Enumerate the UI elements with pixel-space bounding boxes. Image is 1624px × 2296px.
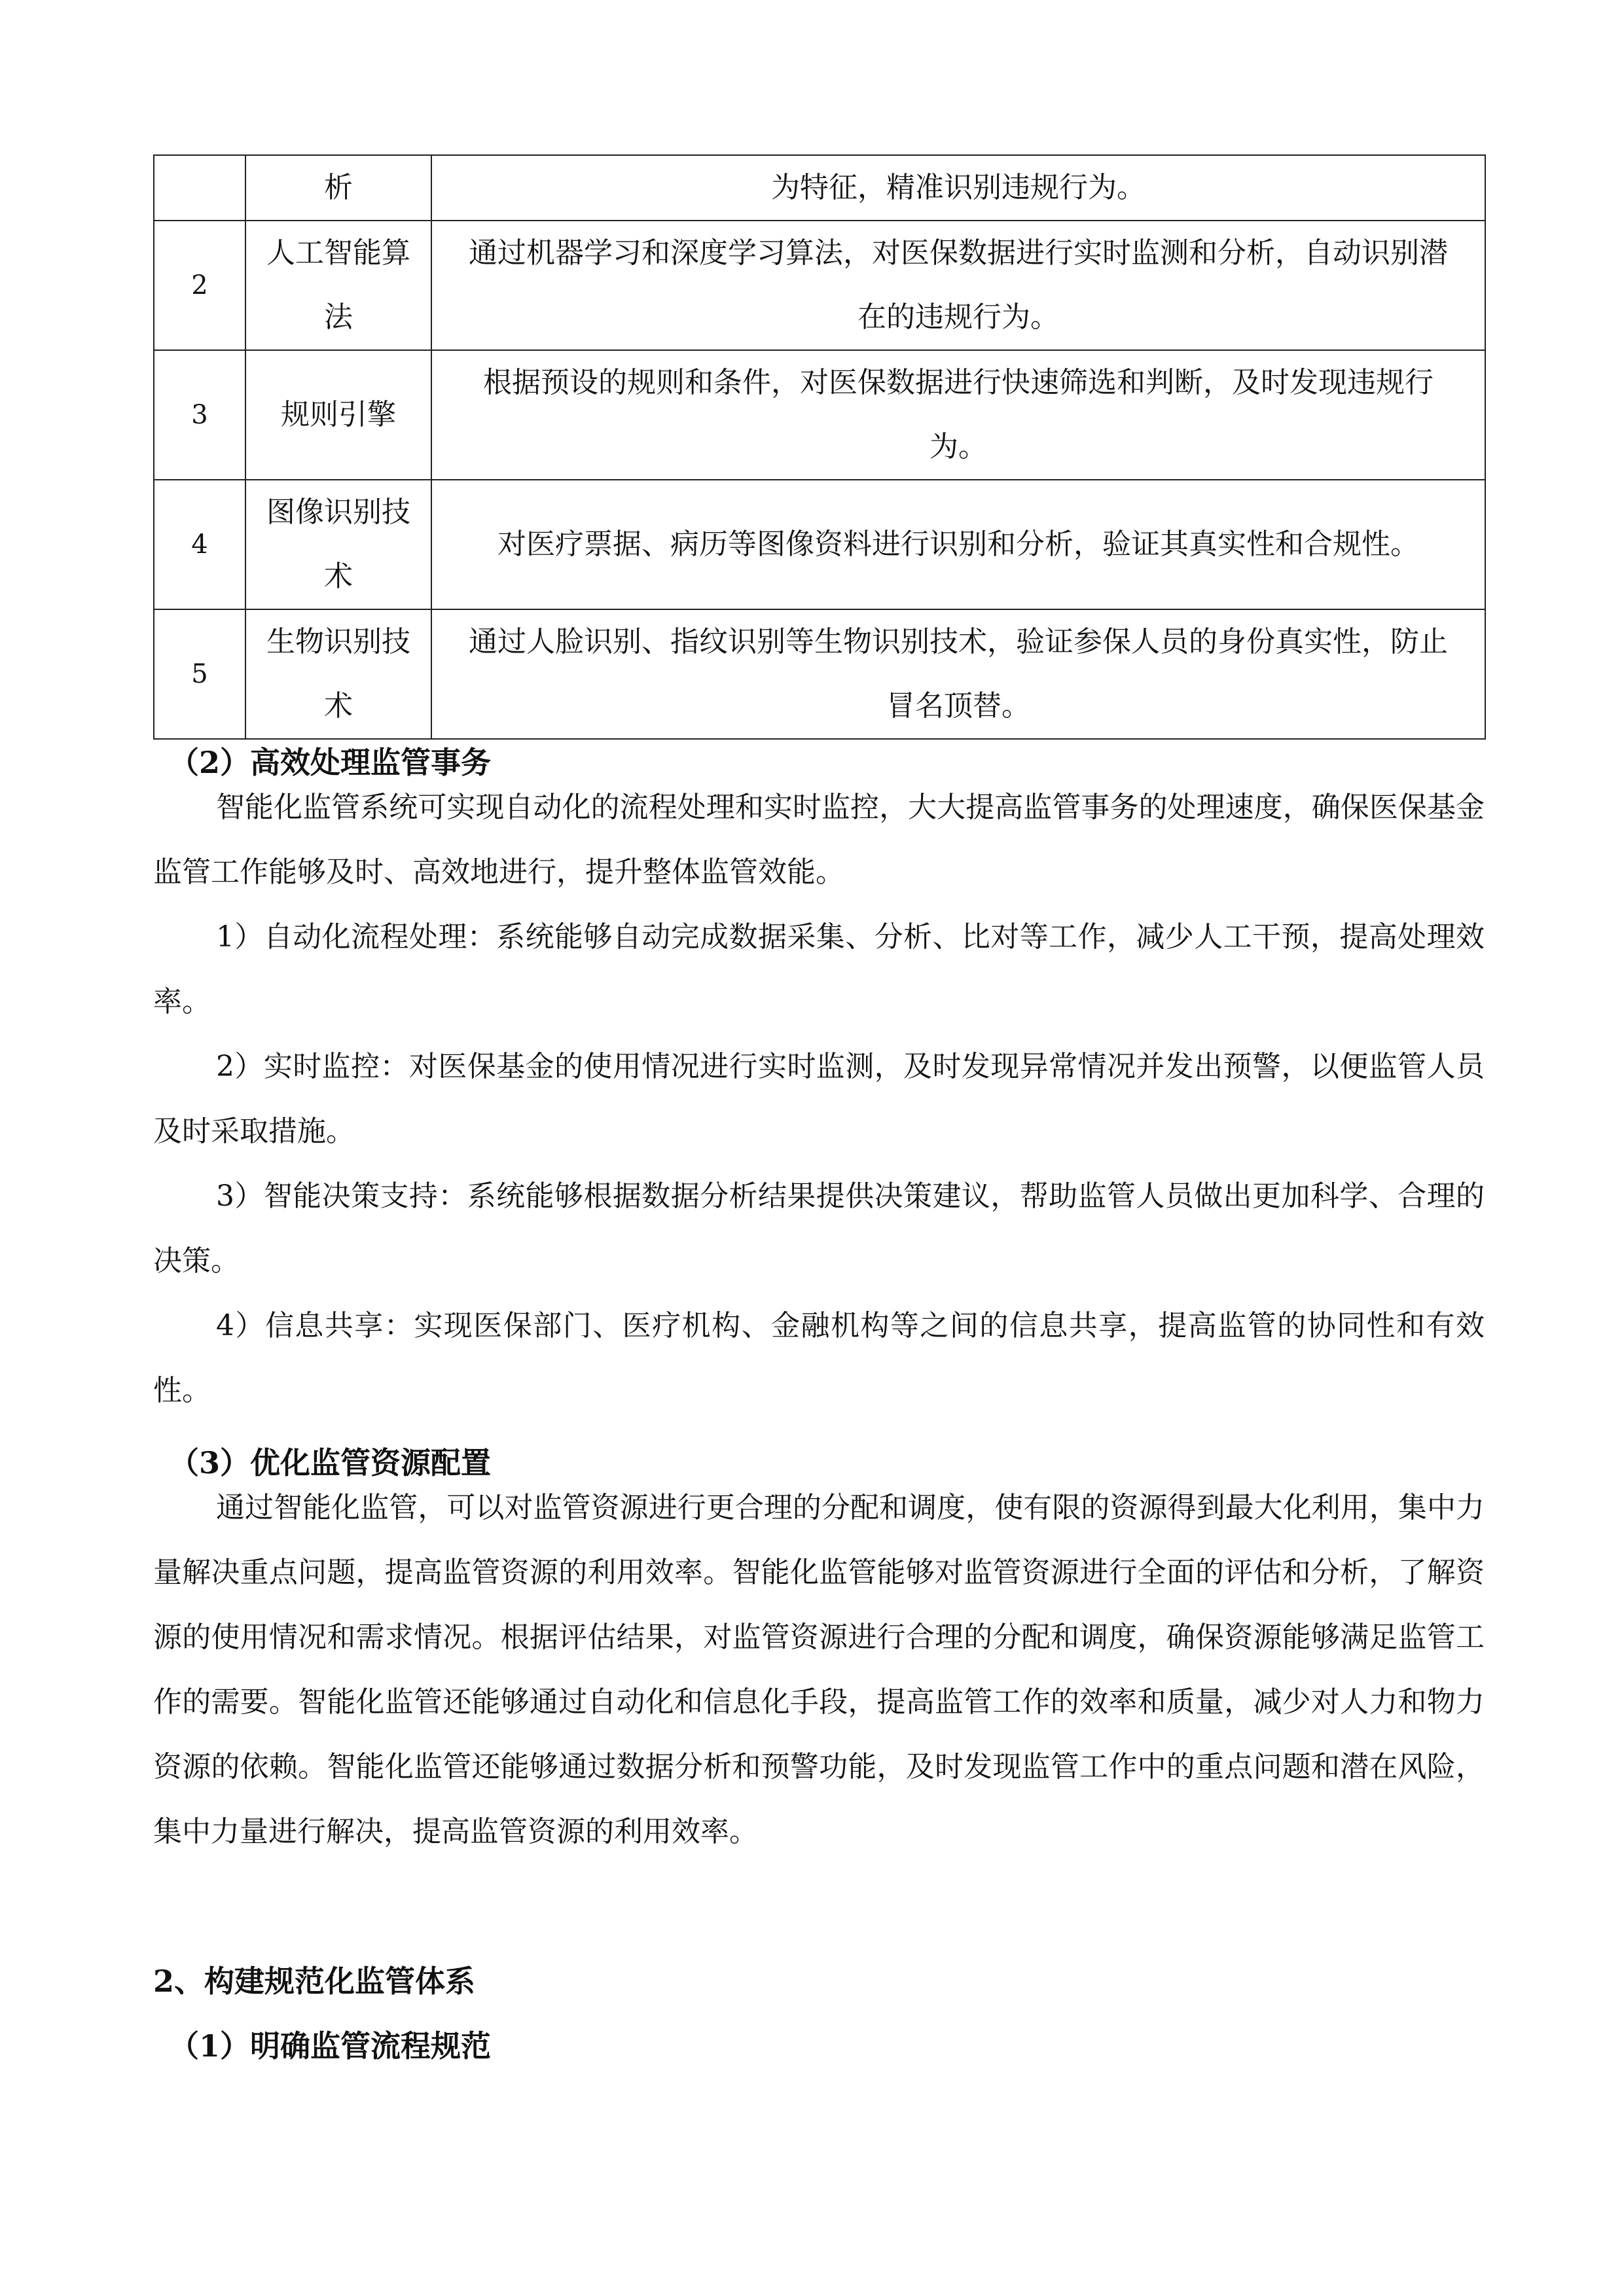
- technology-name: 图像识别技术: [245, 480, 431, 609]
- table-row: [154, 221, 1485, 350]
- paragraph-item-3: 3）智能决策支持：系统能够根据数据分析结果提供决策建议，帮助监管人员做出更加科学、合理的决策。: [153, 1179, 1485, 1278]
- paragraph-optimize: 通过智能化监管，可以对监管资源进行更合理的分配和调度，使有限的资源得到最大化利用，集中力量解决重点问题，提高监管资源的利用效率。智能化监管能够对监管资源进行全面的评估和分析，了解资源的使用情况和需求情况。根据评估结果，对监管资源进行合理的分配和调度，确保资源能够满足监管工作的需要。智能化监管还能够通过自动化和信息化手段，提高监管工作的效率和质量，减少对人力和物力资源的依赖。智能化监管还能够通过数据分析和预警功能，及时发现监管工作中的重点问题和潜在风险，集中力量进行解决，提高监管资源的利用效率。: [153, 1491, 1485, 1848]
- technology-description: 为特征，精准识别违规行为。: [431, 155, 1485, 221]
- technology-name: 析: [245, 155, 431, 221]
- row-number: 5: [154, 609, 245, 739]
- technology-name: 规则引擎: [245, 350, 431, 480]
- technology-description: 通过人脸识别、指纹识别等生物识别技术，验证参保人员的身份真实性，防止冒名顶替。: [431, 609, 1485, 739]
- technology-name: 人工智能算法: [245, 221, 431, 350]
- paragraph-efficient-intro: 智能化监管系统可实现自动化的流程处理和实时监控，大大提高监管事务的处理速度，确保医保基金监管工作能够及时、高效地进行，提升整体监管效能。: [153, 791, 1485, 889]
- technology-description: 根据预设的规则和条件，对医保数据进行快速筛选和判断，及时发现违规行为。: [431, 350, 1485, 480]
- technology-name: 生物识别技术: [245, 609, 431, 739]
- row-number: 2: [154, 221, 245, 350]
- technology-table: [153, 154, 1486, 740]
- row-number: 4: [154, 480, 245, 609]
- table-row: [154, 480, 1485, 609]
- section-heading-efficient: （2）高效处理监管事务: [169, 745, 492, 780]
- table-row: [154, 609, 1485, 739]
- table-row: [154, 350, 1485, 480]
- paragraph-item-2: 2）实时监控：对医保基金的使用情况进行实时监测，及时发现异常情况并发出预警，以便监管人员及时采取措施。: [153, 1050, 1485, 1148]
- chapter-heading: 2、构建规范化监管体系: [153, 1964, 476, 1999]
- section-heading-optimize: （3）优化监管资源配置: [169, 1445, 492, 1480]
- paragraph-item-1: 1）自动化流程处理：系统能够自动完成数据采集、分析、比对等工作，减少人工干预，提高处理效率。: [153, 920, 1485, 1018]
- row-number: [154, 155, 245, 221]
- table-row: [154, 155, 1485, 221]
- paragraph-item-4: 4）信息共享：实现医保部门、医疗机构、金融机构等之间的信息共享，提高监管的协同性和有效性。: [153, 1309, 1485, 1407]
- section-heading-norm: （1）明确监管流程规范: [169, 2028, 492, 2064]
- technology-description: 通过机器学习和深度学习算法，对医保数据进行实时监测和分析，自动识别潜在的违规行为。: [431, 221, 1485, 350]
- row-number: 3: [154, 350, 245, 480]
- technology-description: 对医疗票据、病历等图像资料进行识别和分析，验证其真实性和合规性。: [431, 480, 1485, 609]
